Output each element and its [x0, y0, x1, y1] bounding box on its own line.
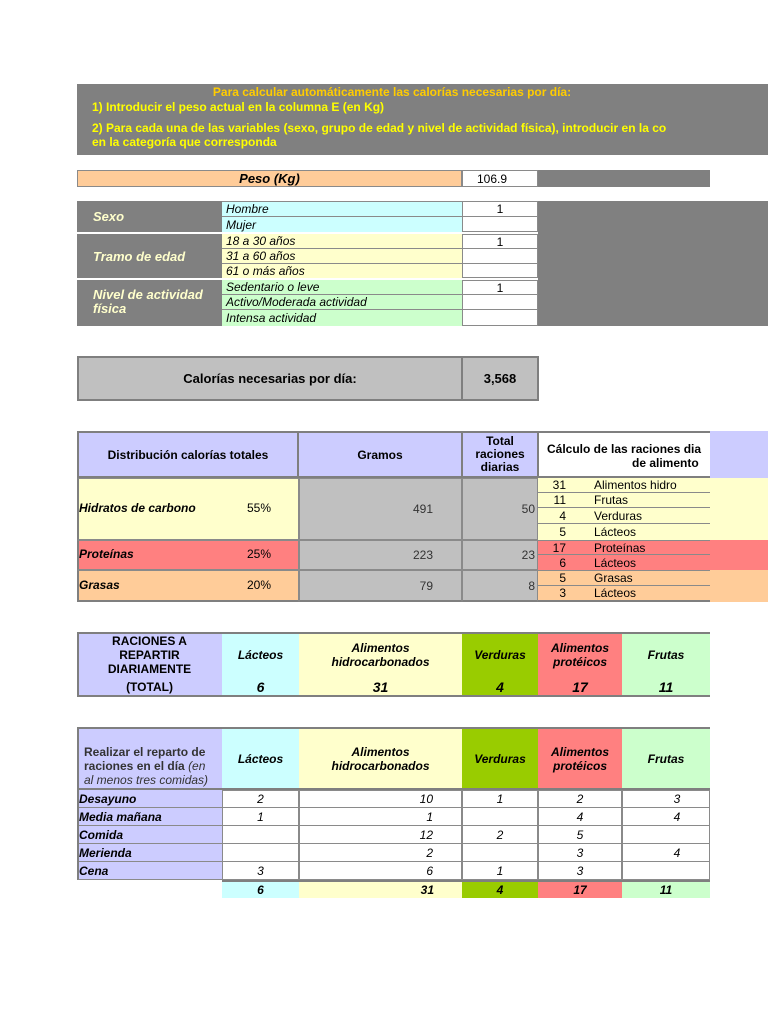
calc-name-lacteos-hc: Lácteos	[594, 525, 637, 539]
reparto-cena-frutas[interactable]	[622, 862, 710, 880]
reparto-label-l3: al menos tres comidas)	[84, 773, 209, 787]
actividad-option-intensa: Intensa actividad	[222, 310, 462, 326]
edad-input-18-30[interactable]: 1	[462, 234, 538, 249]
instructions-step1: 1) Introducir el peso actual en la columna E (en Kg)	[92, 99, 385, 114]
reparto-meal-cena: Cena	[79, 864, 109, 878]
raciones-h-ahc-l2: hidrocarbonados	[331, 655, 430, 669]
reparto-h-ahc	[299, 745, 462, 773]
reparto-cena-ap[interactable]: 3	[538, 862, 622, 880]
edad-option-18-30: 18 a 30 años	[222, 234, 462, 249]
raciones-h-ap-l1: Alimentos	[550, 641, 609, 655]
sexo-label: Sexo	[93, 209, 125, 224]
sexo-input-mujer[interactable]	[462, 217, 538, 232]
reparto-h-verduras: Verduras	[462, 727, 538, 790]
peso-input[interactable]: 106.9	[462, 170, 538, 187]
raciones-h-lacteos: Lácteos	[237, 648, 284, 662]
calc-n-verduras: 4	[559, 508, 566, 523]
dist-header-calculo-l2: de alimento	[632, 456, 699, 470]
reparto-comida-ap[interactable]: 5	[538, 826, 622, 844]
calc-n-grasas: 5	[559, 571, 566, 585]
reparto-h-ap	[538, 745, 622, 773]
edad-input-61[interactable]	[462, 264, 538, 278]
instructions-step2: 2) Para cada una de las variables (sexo, grupo de edad y nivel de actividad física), introducir en la co	[92, 120, 667, 135]
raciones-h-verduras: Verduras	[474, 648, 526, 662]
dist-header-total	[461, 431, 539, 478]
calc-n-lacteos-prot: 6	[559, 555, 566, 570]
peso-label: Peso (Kg)	[77, 170, 462, 187]
reparto-desayuno-ap[interactable]: 2	[538, 790, 622, 808]
reparto-label	[84, 745, 222, 787]
dist-hc-gramos: 491	[299, 478, 462, 540]
peso-side-bar	[538, 170, 710, 187]
calc-name-proteinas: Proteínas	[594, 540, 646, 555]
actividad-input-moderada[interactable]	[462, 295, 538, 310]
reparto-merienda-verduras[interactable]	[462, 844, 538, 862]
reparto-desayuno-ahc[interactable]: 10	[299, 790, 462, 808]
edad-option-31-60: 31 a 60 años	[222, 249, 462, 264]
dist-header-total-l3: diarias	[480, 460, 520, 474]
reparto-h-ap-l1: Alimentos	[550, 745, 609, 759]
dist-prot-raciones: 23	[462, 540, 538, 570]
reparto-label-l1: Realizar el reparto de	[84, 745, 206, 759]
reparto-media-manana-verduras[interactable]	[462, 808, 538, 826]
reparto-meal-desayuno: Desayuno	[79, 790, 222, 808]
actividad-label-line2: física	[93, 301, 127, 316]
dist-hc-raciones: 50	[462, 478, 538, 540]
dist-prot-label: Proteínas	[79, 547, 134, 561]
instructions-step2-cont: en la categoría que corresponda	[92, 134, 277, 149]
reparto-h-lacteos: Lácteos	[222, 727, 299, 790]
actividad-label-line1: Nivel de actividad	[93, 287, 203, 302]
raciones-h-ap	[538, 641, 622, 669]
calc-name-grasas: Grasas	[594, 571, 633, 585]
calc-name-ahc: Alimentos hidro	[594, 478, 677, 492]
dist-header-gramos: Gramos	[297, 431, 463, 478]
reparto-comida-lacteos[interactable]	[222, 826, 299, 844]
raciones-h-ahc	[299, 641, 462, 669]
dist-header-calculo-l1: Cálculo de las raciones dia	[547, 442, 702, 456]
raciones-label	[77, 634, 222, 676]
dist-header-calculo	[537, 431, 710, 478]
variables-side-panel	[538, 201, 768, 326]
calc-n-frutas: 11	[553, 493, 566, 507]
actividad-option-moderada: Activo/Moderada actividad	[222, 295, 462, 310]
reparto-merienda-ahc[interactable]: 2	[299, 844, 462, 862]
raciones-v-verduras: 4	[496, 679, 504, 695]
reparto-meal-comida: Comida	[79, 826, 222, 844]
calc-row-lacteos-gras	[538, 586, 710, 602]
raciones-h-ahc-l1: Alimentos	[351, 641, 410, 655]
raciones-label-total: (TOTAL)	[126, 680, 173, 694]
edad-input-31-60[interactable]	[462, 249, 538, 264]
reparto-h-ap-l2: protéicos	[552, 759, 607, 773]
dist-gras-pct: 20%	[247, 578, 272, 592]
dist-header-distribucion: Distribución calorías totales	[77, 431, 299, 478]
dist-gras-raciones: 8	[462, 570, 538, 602]
reparto-desayuno-verduras[interactable]: 1	[462, 790, 538, 808]
dist-header-total-l2: raciones	[475, 447, 525, 461]
reparto-desayuno-lacteos[interactable]: 2	[222, 790, 299, 808]
reparto-h-frutas: Frutas	[622, 727, 710, 790]
instructions-title: Para calcular automáticamente las calorías necesarias por día:	[212, 84, 572, 99]
reparto-h-ahc-l1: Alimentos	[351, 745, 410, 759]
dist-header-side	[710, 431, 768, 478]
reparto-merienda-lacteos[interactable]	[222, 844, 299, 862]
calc-row-lacteos-hc	[538, 524, 710, 540]
reparto-merienda-ap[interactable]: 3	[538, 844, 622, 862]
raciones-v-frutas: 11	[658, 679, 674, 695]
reparto-h-ahc-l2: hidrocarbonados	[331, 759, 430, 773]
raciones-v-ap: 17	[572, 679, 588, 695]
raciones-v-ahc: 31	[372, 679, 389, 695]
dist-prot-pct: 25%	[247, 547, 272, 561]
dist-prot-gramos: 223	[299, 540, 462, 570]
calc-row-ahc	[538, 478, 710, 493]
actividad-input-intensa[interactable]	[462, 310, 538, 326]
reparto-total-ap: 17	[538, 880, 622, 898]
dist-hc-pct: 55%	[247, 501, 272, 515]
raciones-label-l3: DIARIAMENTE	[107, 662, 192, 676]
reparto-media-manana-ahc[interactable]: 1	[299, 808, 462, 826]
raciones-v-lacteos: 6	[256, 679, 265, 695]
reparto-total-verduras: 4	[462, 880, 538, 898]
actividad-label	[93, 288, 221, 320]
raciones-label-l2: REPARTIR	[119, 648, 180, 662]
calc-name-lacteos-prot: Lácteos	[594, 555, 637, 570]
actividad-input-sedentario[interactable]: 1	[462, 280, 538, 295]
calc-row-lacteos-prot	[538, 555, 710, 570]
calc-name-lacteos-gras: Lácteos	[594, 586, 637, 600]
edad-option-61: 61 o más años	[222, 264, 462, 278]
raciones-label-l1: RACIONES A	[112, 634, 187, 648]
calc-n-proteinas: 17	[552, 540, 566, 555]
reparto-cena-ahc[interactable]: 6	[299, 862, 462, 880]
sexo-option-mujer: Mujer	[222, 217, 462, 232]
reparto-comida-ahc[interactable]: 12	[299, 826, 462, 844]
reparto-merienda-frutas[interactable]: 4	[622, 844, 710, 862]
calc-n-lacteos-gras: 3	[559, 586, 566, 600]
dist-gras-label: Grasas	[79, 578, 120, 592]
reparto-comida-frutas[interactable]	[622, 826, 710, 844]
reparto-desayuno-frutas[interactable]: 3	[622, 790, 710, 808]
reparto-meal-media-manana: Media mañana	[79, 808, 222, 826]
reparto-media-manana-ap[interactable]: 4	[538, 808, 622, 826]
reparto-media-manana-frutas[interactable]: 4	[622, 808, 710, 826]
dist-header-total-l1: Total	[486, 434, 514, 448]
reparto-label-l2: raciones en el día	[84, 759, 185, 773]
dist-gras-gramos: 79	[299, 570, 462, 602]
reparto-cena-verduras[interactable]: 1	[462, 862, 538, 880]
calc-row-proteinas	[538, 540, 710, 555]
reparto-label-l2i: (en	[188, 759, 206, 773]
calc-name-frutas: Frutas	[594, 493, 629, 507]
edad-label: Tramo de edad	[93, 248, 186, 264]
calorias-value: 3,568	[461, 356, 539, 401]
reparto-total-ahc: 31	[299, 880, 462, 898]
calc-row-verduras	[538, 508, 710, 524]
dist-hc-label: Hidratos de carbono	[79, 501, 196, 515]
calc-row-grasas	[538, 570, 710, 586]
reparto-total-frutas: 11	[622, 880, 710, 898]
calc-row-frutas	[538, 493, 710, 508]
calc-name-verduras: Verduras	[594, 508, 643, 523]
sexo-input-hombre[interactable]: 1	[462, 201, 538, 217]
raciones-h-ap-l2: protéicos	[552, 655, 607, 669]
sexo-option-hombre: Hombre	[222, 201, 462, 217]
calorias-label: Calorías necesarias por día:	[77, 356, 463, 401]
reparto-cena-lacteos[interactable]: 3	[222, 862, 299, 880]
calc-n-lacteos-hc: 5	[559, 525, 566, 539]
reparto-meal-merienda: Merienda	[79, 844, 222, 862]
reparto-media-manana-lacteos[interactable]: 1	[222, 808, 299, 826]
reparto-comida-verduras[interactable]: 2	[462, 826, 538, 844]
calc-n-ahc: 31	[552, 478, 566, 492]
reparto-total-lacteos: 6	[222, 880, 299, 898]
raciones-h-frutas: Frutas	[647, 648, 685, 662]
actividad-option-sedentario: Sedentario o leve	[222, 280, 462, 295]
